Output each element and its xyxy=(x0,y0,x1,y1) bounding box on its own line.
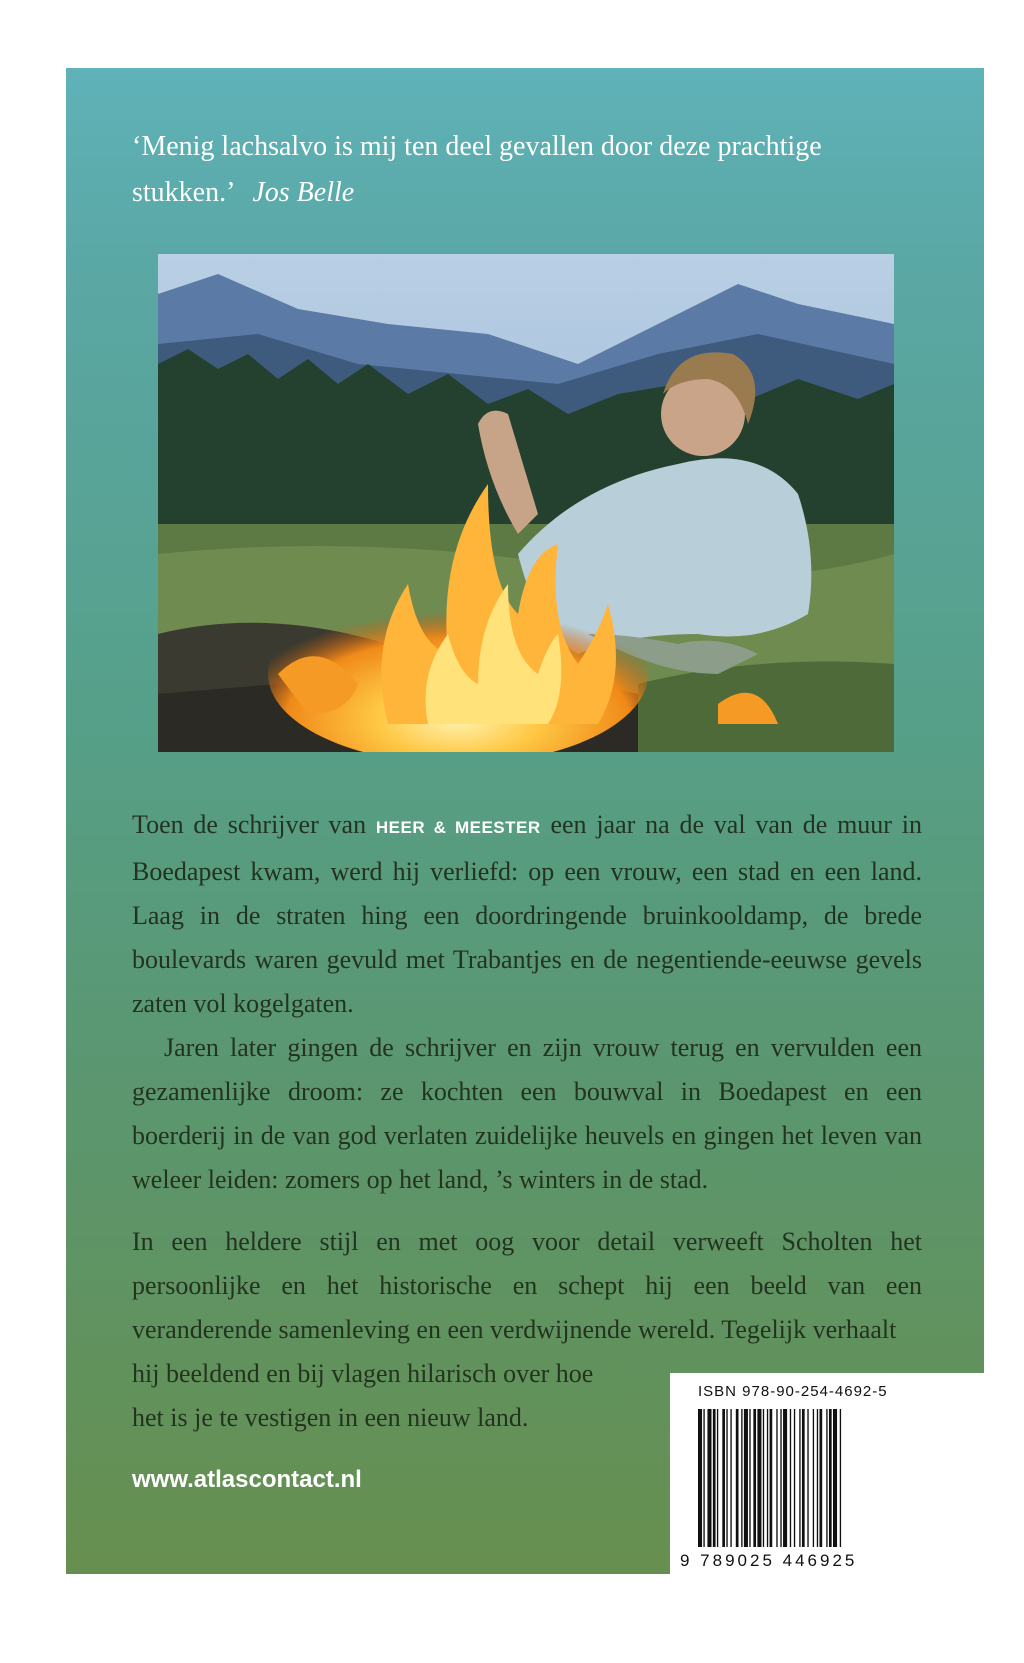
author-photo xyxy=(158,254,894,752)
p1-before: Toen de schrijver van xyxy=(132,810,376,839)
barcode-digits: 9 789025 446925 xyxy=(680,1551,858,1570)
quote-author: Jos Belle xyxy=(252,177,355,208)
isbn-label: ISBN 978-90-254-4692-5 xyxy=(698,1383,888,1400)
barcode-bars xyxy=(698,1409,956,1547)
book-back-cover xyxy=(66,68,984,1574)
blurb-paragraph-3: In een heldere stijl en met oog voor detail verweeft Scholten het persoonlijke en het historische en schept hij een beeld van een veranderende samenleving en een verdwijnende wereld. Tegelijk verhaalt xyxy=(132,1227,922,1344)
blurb-paragraph-3-line4: hij beeldend en bij vlagen hilarisch over hoe xyxy=(132,1359,594,1388)
series-title: HEER & MEESTER xyxy=(375,818,541,837)
blurb-paragraph-2: Jaren later gingen de schrijver en zijn vrouw terug en vervulden een gezamenlijke droom: ze kochten een bouwval in Boedapest en een boerderij in de van god verlaten zuidelijke heuvels en gingen het leven van weleer leiden: zomers op het land, ’s winters in de stad. xyxy=(132,1033,922,1194)
review-quote xyxy=(132,124,892,216)
publisher-website: www.atlascontact.nl xyxy=(132,1466,362,1493)
blurb-paragraph-1 xyxy=(132,803,922,1026)
barcode xyxy=(670,1373,984,1574)
quote-text: ‘Menig lachsalvo is mij ten deel gevallen door deze prachtige stukken.’ xyxy=(132,131,822,208)
p1-after: een jaar na de val van de muur in Boedapest kwam, werd hij verliefd: op een vrouw, een stad en een land. Laag in de straten hing een doordringende bruinkooldamp, de brede boulevards waren gevuld met Trabantjes en de negentiende-eeuwse gevels zaten vol kogelgaten. xyxy=(132,810,922,1018)
blurb-paragraph-3-line5: het is je te vestigen in een nieuw land. xyxy=(132,1403,529,1432)
blurb xyxy=(132,803,922,1440)
